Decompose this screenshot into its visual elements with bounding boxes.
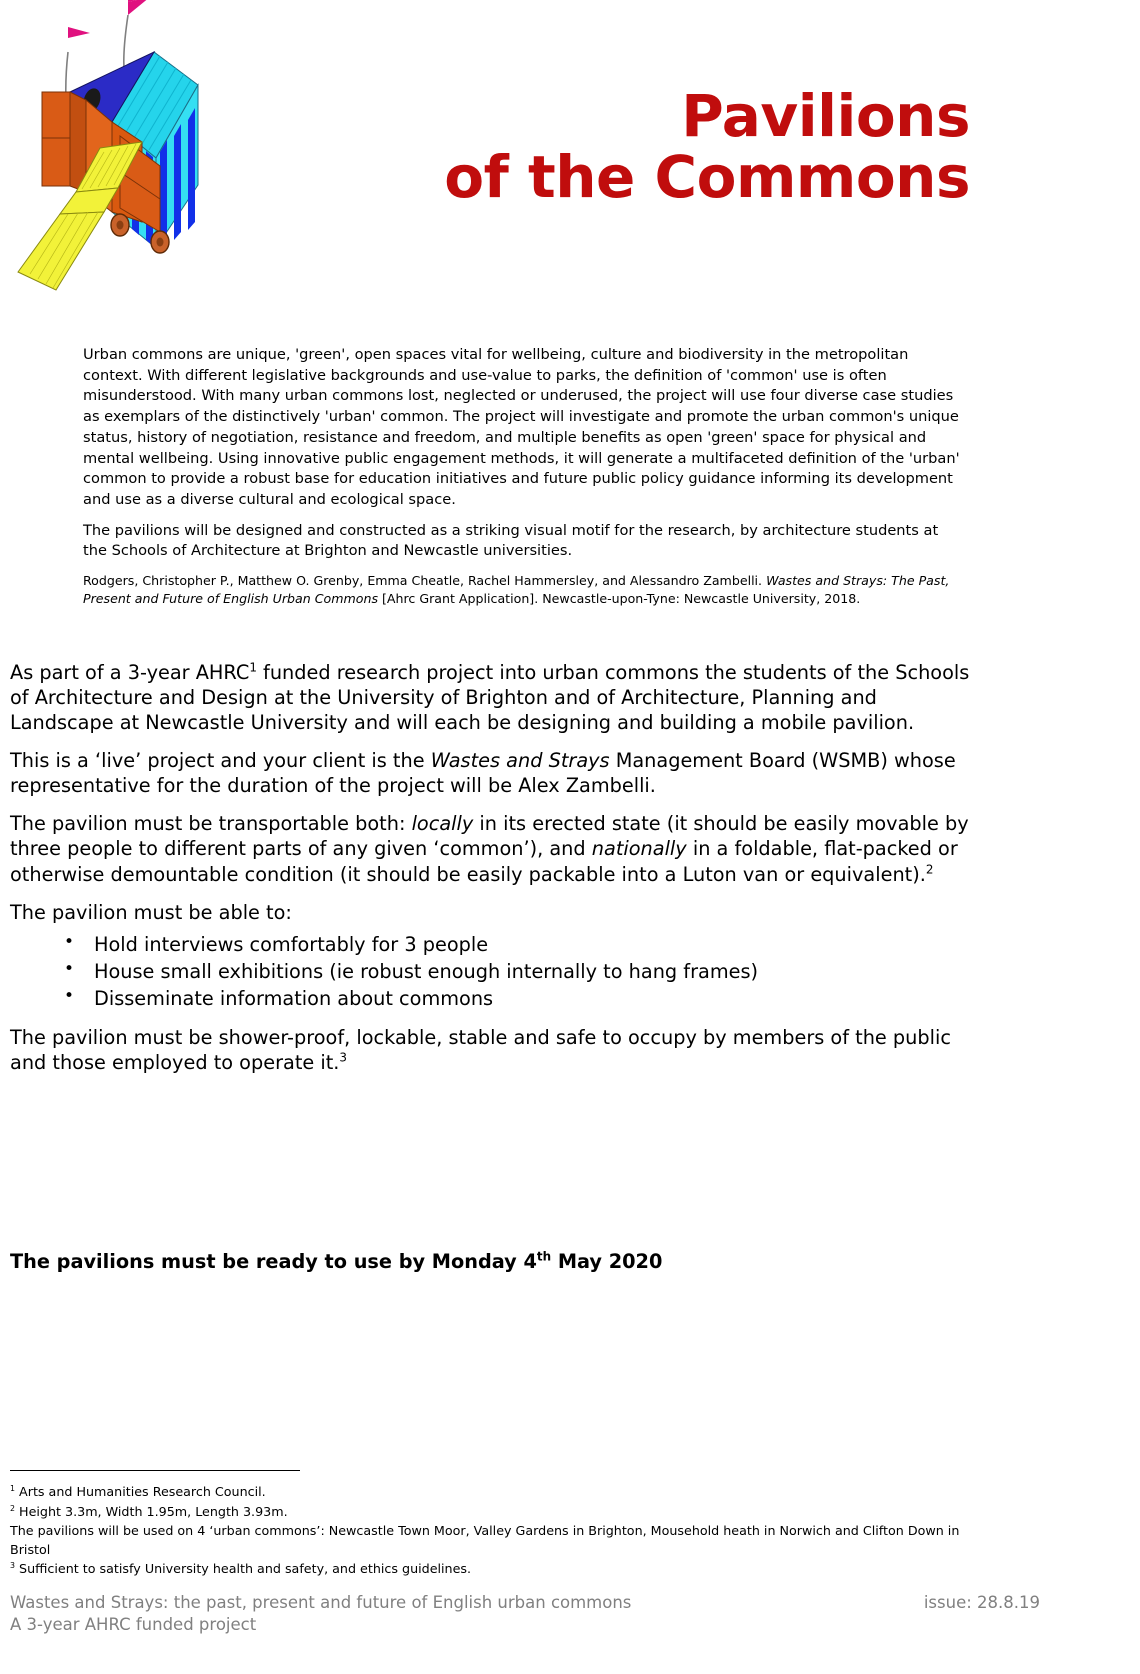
body-paragraph-3 [10, 811, 970, 886]
body-p3-part-a: The pavilion must be transportable both: [10, 812, 412, 836]
body-paragraph-2 [10, 748, 970, 798]
body-p1-part-b: funded research project into urban commons the students of the Schools of Architecture and Design at the University of Brighton and of Architecture, Planning and Landscape at Newcastle University and will each be designing and building a mobile pavilion. [10, 661, 970, 735]
footnote-3-marker: 3 [10, 1560, 16, 1570]
deadline-part-a: The pavilions must be ready to use by Monday 4 [10, 1250, 537, 1273]
footnote-1-marker: 1 [10, 1483, 16, 1493]
footnotes-block [10, 1470, 970, 1580]
footer-issue-date: issue: 28.8.19 [923, 1593, 1040, 1612]
citation-authors: Rodgers, Christopher P., Matthew O. Grenby, Emma Cheatle, Rachel Hammersley, and Alessandro Zambelli. [83, 573, 767, 589]
title-line-2: of the Commons [444, 142, 970, 211]
document-header [0, 0, 1140, 318]
footnote-ref-1[interactable]: 1 [249, 660, 257, 675]
body-p3-italic-locally: locally [411, 812, 474, 836]
page-title [210, 82, 970, 211]
list-item: • House small exhibitions (ie robust enough internally to hang frames) [56, 958, 970, 985]
deadline-ordinal-suffix: th [536, 1249, 552, 1264]
citation-title: Wastes and Strays: The Past, Present and Future of English Urban Commons [83, 573, 950, 606]
body-p2-italic: Wastes and Strays [430, 749, 610, 773]
body-content [10, 660, 970, 1088]
citation [83, 572, 961, 607]
footer-top-row [10, 1592, 1040, 1613]
list-item: • Hold interviews comfortably for 3 people [56, 931, 970, 958]
footer-subtitle: A 3-year AHRC funded project [10, 1615, 257, 1635]
body-p2-part-a: This is a ‘live’ project and your client is the [10, 749, 431, 773]
title-line-1: Pavilions [681, 82, 970, 150]
body-paragraph-5 [10, 1025, 970, 1075]
footnote-ref-2[interactable]: 2 [925, 862, 934, 877]
footnote-2-text: Height 3.3m, Width 1.95m, Length 3.93m. [15, 1503, 288, 1519]
page-footer [10, 1592, 1040, 1636]
footnote-ref-3[interactable]: 3 [339, 1050, 348, 1065]
footnote-separator-rule [10, 1470, 300, 1471]
list-item: • Disseminate information about commons [56, 985, 970, 1012]
footnote-1-text: Arts and Humanities Research Council. [15, 1484, 266, 1499]
requirements-list [10, 931, 970, 1013]
footnote-3-text: Sufficient to satisfy University health and safety, and ethics guidelines. [15, 1561, 472, 1577]
footnote-1 [10, 1483, 970, 1502]
body-p3-part-c: in a foldable, flat-packed or otherwise demountable condition (it should be easily packable into a Luton van or equivalent). [10, 837, 958, 886]
body-paragraph-4: The pavilion must be able to: [10, 900, 292, 924]
body-p3-part-b: in its erected state (it should be easily movable by three people to different parts of any given ‘common’), and [10, 812, 969, 861]
footer-project-title: Wastes and Strays: the past, present and future of English urban commons [10, 1593, 632, 1612]
body-p1-part-a: As part of a 3-year AHRC [10, 661, 250, 684]
body-p5-part-a: The pavilion must be shower-proof, lockable, stable and safe to occupy by members of the public and those employed to operate it. [10, 1025, 951, 1074]
pavilion-isometric-illustration-icon [8, 0, 228, 300]
deadline-part-b: May 2020 [551, 1250, 663, 1273]
abstract-block [83, 345, 961, 607]
citation-publication: [Ahrc Grant Application]. Newcastle-upon-Tyne: Newcastle University, 2018. [378, 590, 861, 606]
footnote-2-continuation: The pavilions will be used on 4 ‘urban commons’: Newcastle Town Moor, Valley Gardens in Brighton, Mousehold heath in Norwich and Clifton Down in Bristol [10, 1523, 960, 1557]
deadline-statement [10, 1250, 662, 1273]
footnote-3 [10, 1560, 970, 1579]
footnote-2-marker: 2 [10, 1503, 16, 1513]
body-paragraph-1 [10, 660, 970, 735]
abstract-paragraph-1: Urban commons are unique, 'green', open spaces vital for wellbeing, culture and biodiversity in the metropolitan context. With different legislative backgrounds and use-value to parks, the definition of 'common' use is often misunderstood. With many urban commons lost, neglected or underused, the project will use four diverse case studies as exemplars of the distinctively 'urban' common. The project will investigate and promote the urban common's unique status, history of negotiation, resistance and freedom, and multiple benefits as open 'green' space for physical and mental wellbeing. Using innovative public engagement methods, it will generate a multifaceted definition of the 'urban' common to provide a robust base for education initiatives and future public policy guidance informing its development and use as a diverse cultural and ecological space. [83, 346, 960, 509]
body-p2-part-b: Management Board (WSMB) whose representative for the duration of the project will be Alex Zambelli. [10, 749, 956, 798]
body-p3-italic-nationally: nationally [591, 837, 687, 861]
footnote-2 [10, 1503, 970, 1522]
abstract-paragraph-2: The pavilions will be designed and constructed as a striking visual motif for the research, by architecture students at the Schools of Architecture at Brighton and Newcastle universities. [83, 521, 939, 560]
